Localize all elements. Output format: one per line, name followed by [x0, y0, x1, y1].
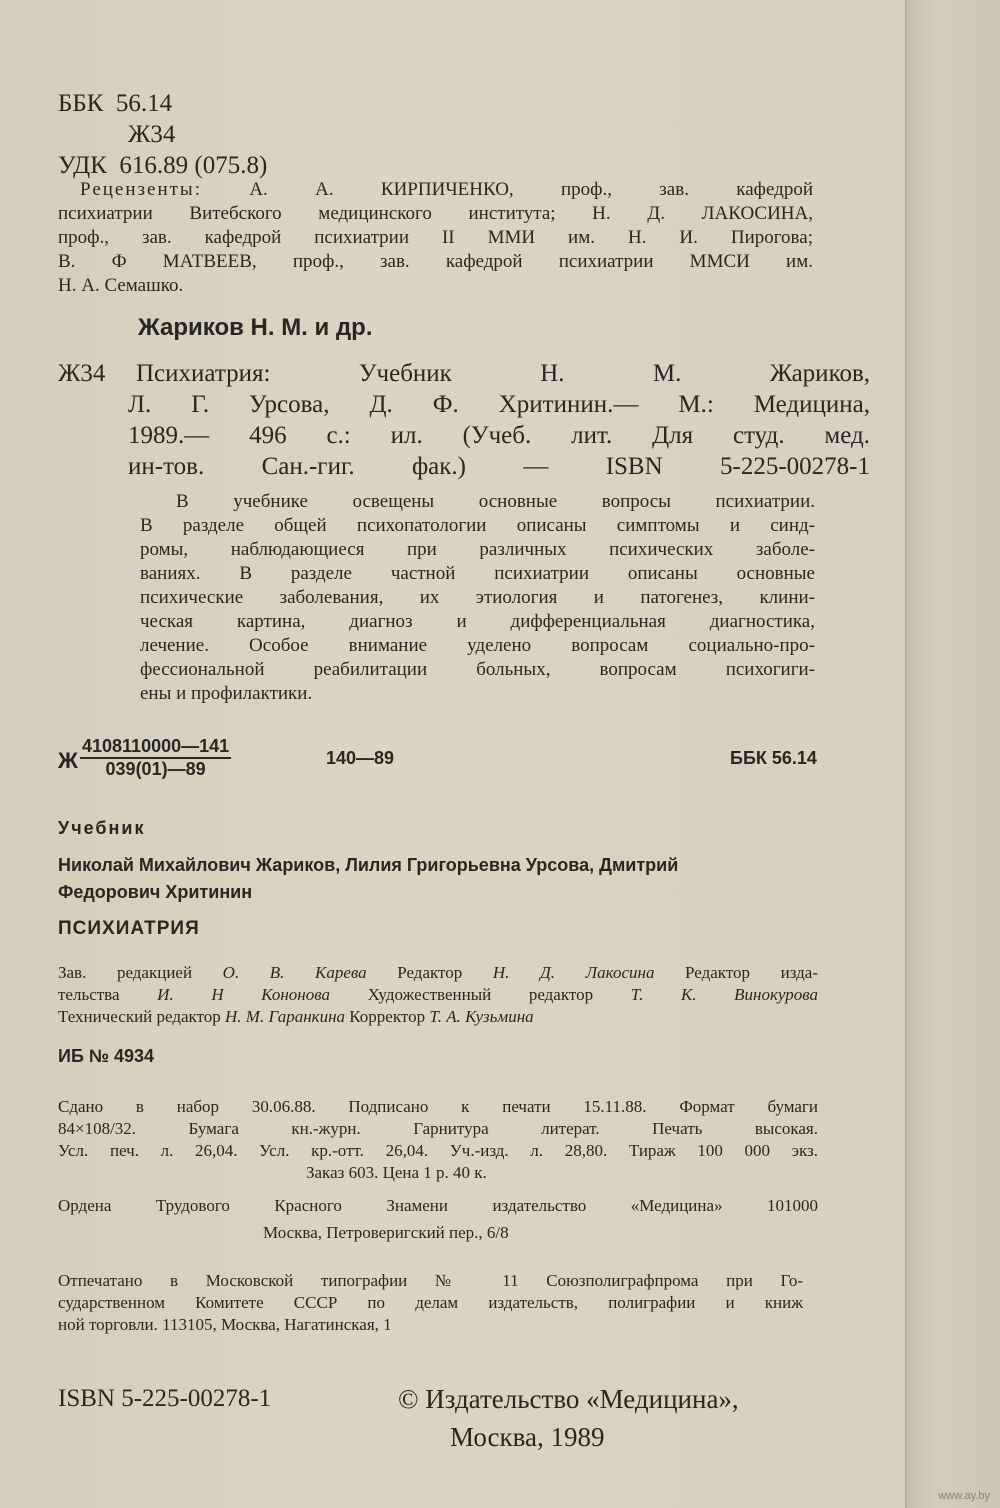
author-code: Ж34: [128, 121, 176, 148]
printer-block: Отпечатано в Московской типографии № 11 Союзполиграфпрома при Го- сударственном Комитете СССР по делам издательств, полиграфии и книж ной торговли. 113105, Москва, Нагатинская, 1: [58, 1271, 803, 1334]
index-bbk: ББК 56.14: [730, 748, 817, 768]
classification-header: [58, 88, 818, 181]
watermark: www.ay.by: [938, 1490, 990, 1502]
ib-number: ИБ № 4934: [58, 1046, 154, 1066]
page-edge: [905, 0, 1000, 1508]
udk-label: УДК: [58, 152, 107, 179]
reviewers-label: Рецензенты:: [80, 179, 202, 200]
index-fraction: $\frac{4108110000—141}{039(01)—89}$: [82, 736, 230, 779]
footer-copyright: © Издательство «Медицина»,: [398, 1384, 739, 1414]
author-heading: Жариков Н. М. и др.: [138, 314, 373, 341]
publisher-block: Ордена Трудового Красного Знамени издательство «Медицина» 101000 Москва, Петроверигский пер., 6/8: [58, 1196, 818, 1242]
index-prefix: Ж: [58, 748, 78, 773]
order-line: Заказ 603. Цена 1 р. 40 к.: [306, 1163, 487, 1182]
bbk-value: 56.14: [115, 90, 173, 117]
udk-value: 616.89 (075.8): [119, 152, 268, 179]
authors-full: Николай Михайлович Жариков, Лилия Григорьевна Урсова, Дмитрий Федорович Хритинин: [58, 855, 679, 902]
catalog-code: Ж34: [58, 360, 106, 387]
bbk-label: ББК: [58, 90, 104, 117]
abstract: В учебнике освещены основные вопросы психиатрии. В разделе общей психопатологии описаны симптомы и синд- ромы, наблюдающиеся при различных психических заболе- ваниях. В разделе частной психиатрии описаны основные психические заболевания, их этиология и патогенез, клини- ческая картина, диагноз и дифференциальная диагностика, лечение. Особое внимание уделено вопросам социально-про- фессиональной реабилитации больных, вопросам психогиги- ены и профилактики.: [140, 491, 815, 704]
book-title: ПСИХИАТРИЯ: [58, 918, 200, 939]
reviewers-block: Рецензенты: А. А. КИРПИЧЕНКО, проф., зав. кафедрой психиатрии Витебского медицинского института; Н. Д. ЛАКОСИНА, проф., зав. кафедрой психиатрии II ММИ им. Н. И. Пирогова; В. Ф МАТВЕЕВ, проф., зав. кафедрой психиатрии ММСИ им. Н. А. Семашко.: [58, 179, 813, 296]
index-suffix: 140—89: [326, 748, 395, 768]
print-details: Сдано в набор 30.06.88. Подписано к печати 15.11.88. Формат бумаги 84×108/32. Бумага кн.-журн. Гарнитура литерат. Печать высокая. Усл. печ. л. 26,04. Усл. кр.-отт. 26,04. Уч.-изд. л. 28,80. Тираж 100 000 экз. Заказ 603. Цена 1 р. 40 к.: [58, 1097, 818, 1182]
book-type: Учебник: [58, 818, 146, 838]
editors-block: Зав. редакцией О. В. Карева Редактор Н. Д. Лакосина Редактор изда- тельства И. Н Кононова Художественный редактор Т. К. Винокурова Технический редактор Н. М. Гаранкина Корректор Т. А. Кузьмина: [58, 963, 819, 1026]
footer-city-year: Москва, 1989: [450, 1422, 605, 1452]
footer-isbn: ISBN 5-225-00278-1: [58, 1385, 272, 1412]
footer: [58, 1382, 858, 1462]
index-code: [58, 736, 818, 792]
